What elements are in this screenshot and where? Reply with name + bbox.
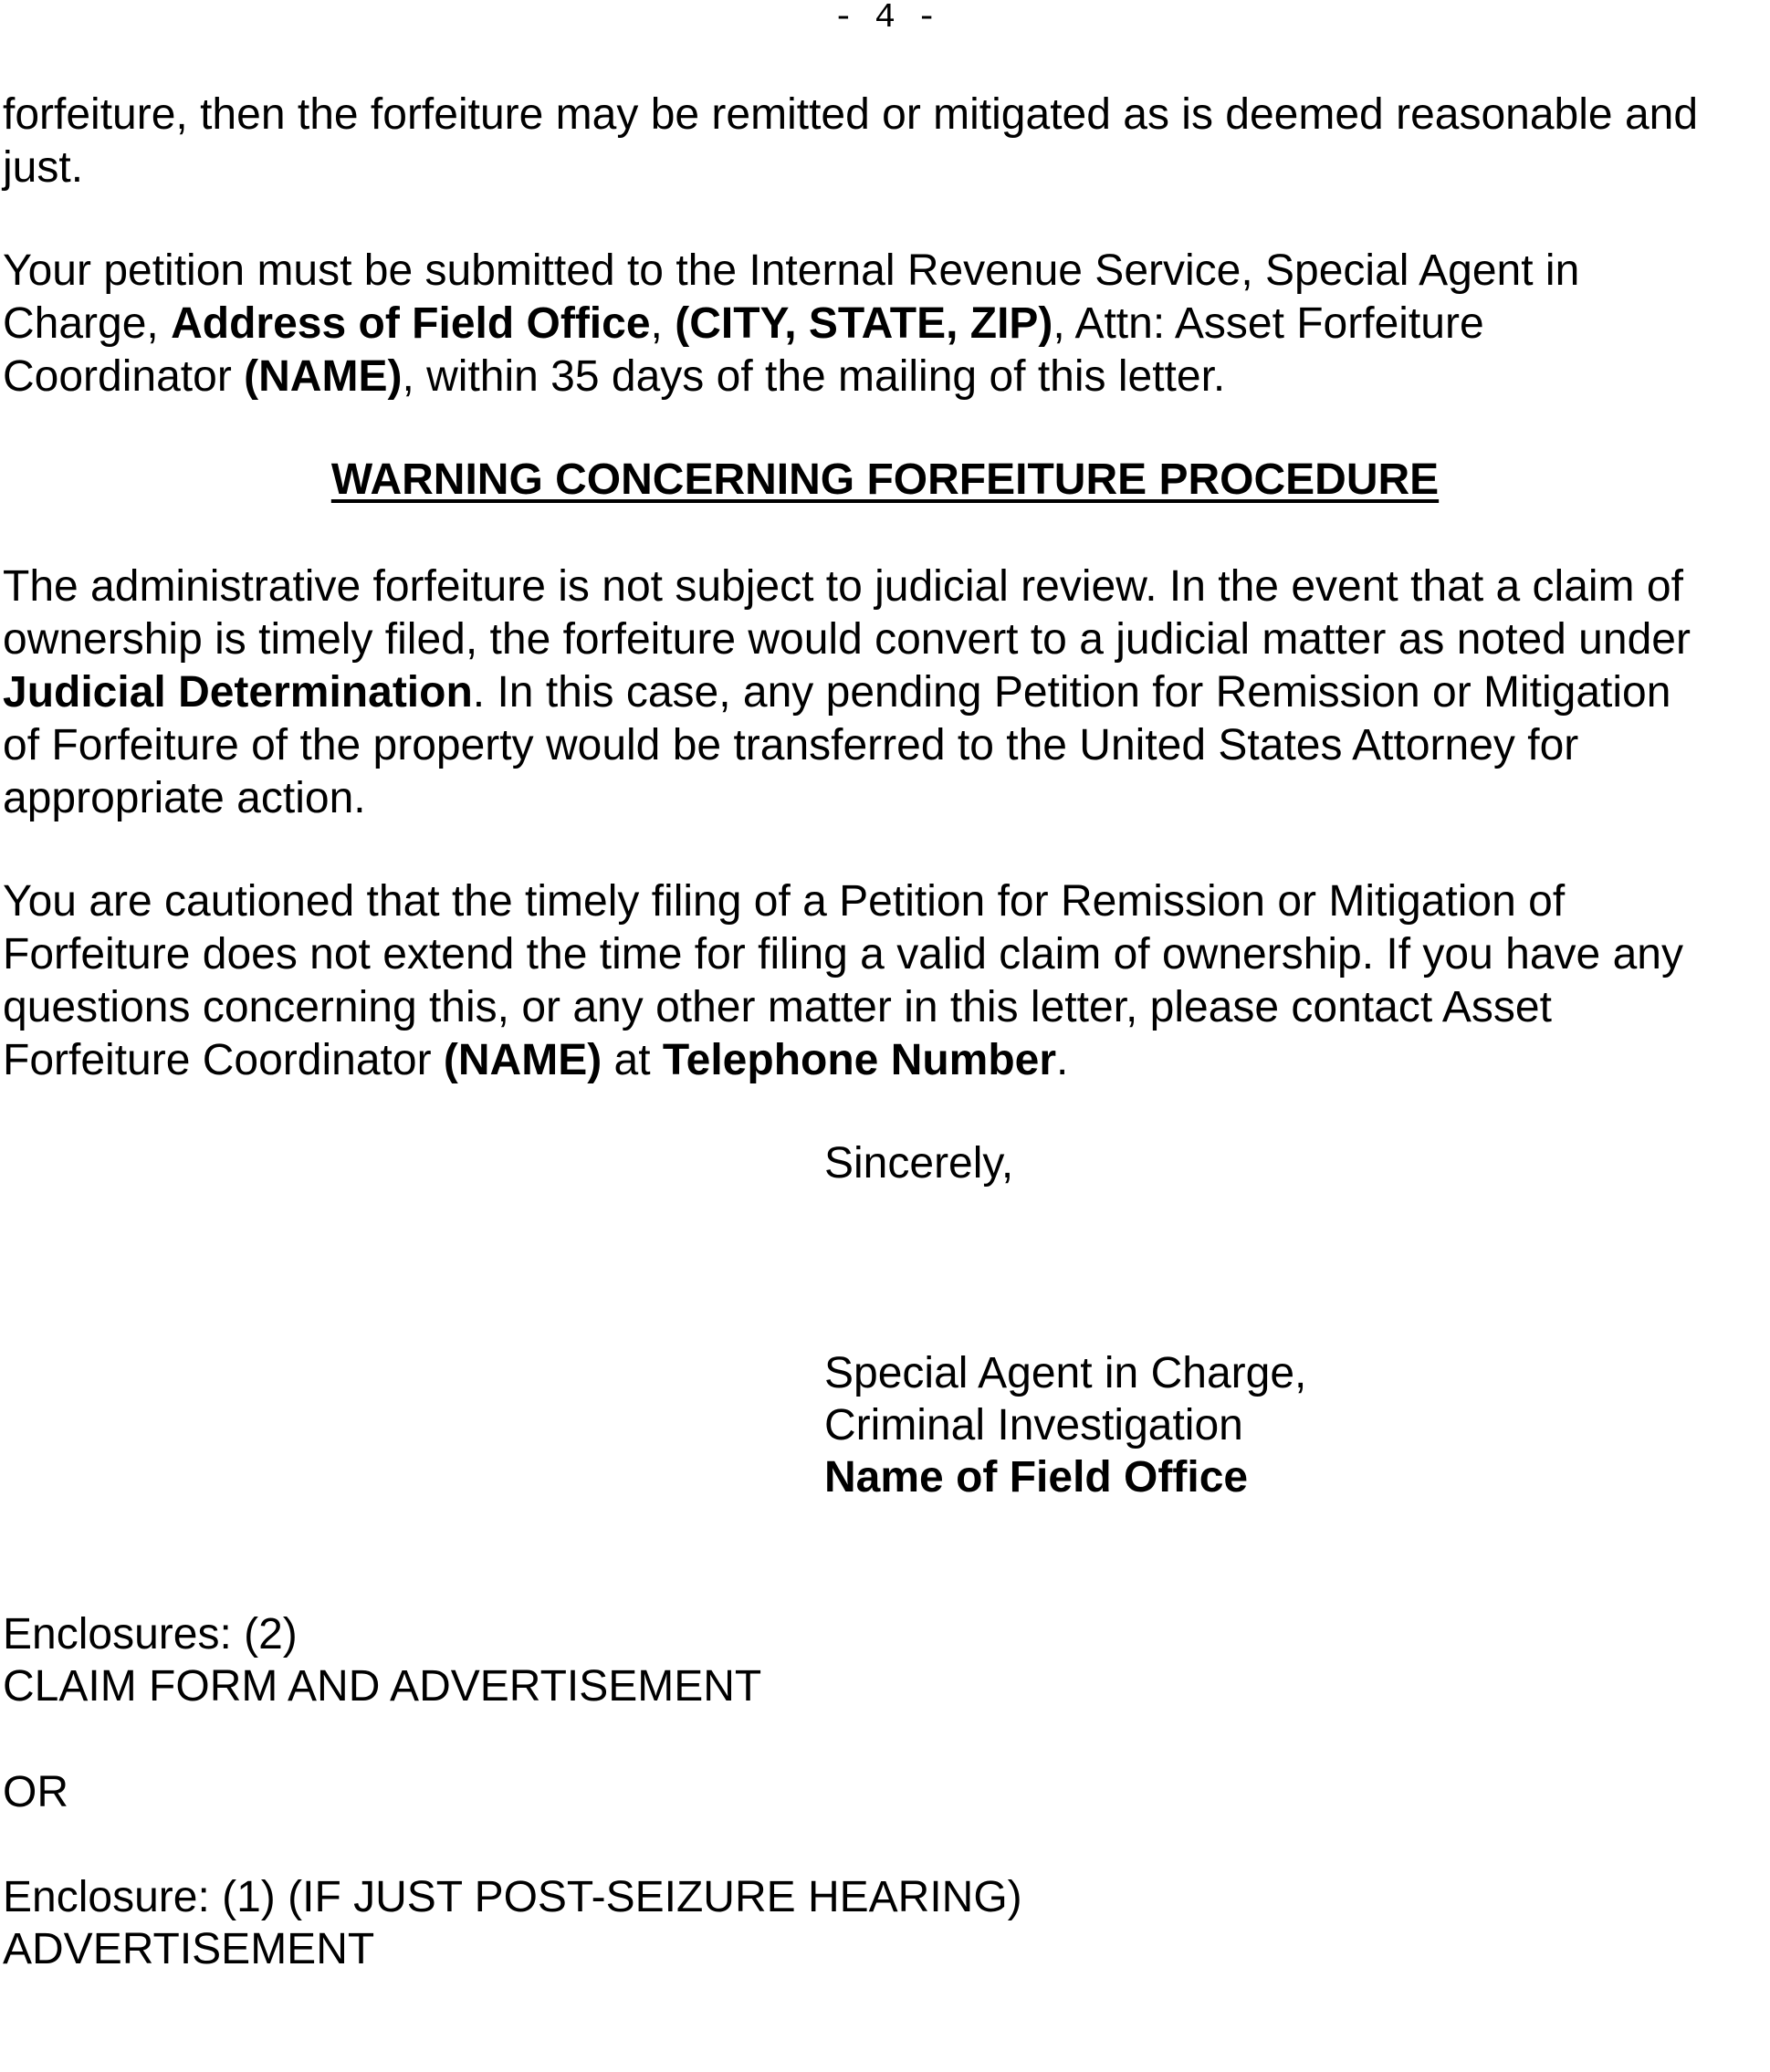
signature-title: Special Agent in Charge, (824, 1349, 1307, 1397)
text-line: You are cautioned that the timely filing of a Petition for Remission or Mitigation of (3, 877, 1566, 926)
text-line: questions concerning this, or any other matter in this letter, please contact Asset (3, 983, 1552, 1031)
telephone-number-placeholder: Telephone Number (662, 1036, 1057, 1084)
paragraph-warning (3, 560, 1766, 825)
closing: Sincerely, (824, 1139, 1014, 1188)
text-line: Your petition must be submitted to the Internal Revenue Service, Special Agent in (3, 246, 1580, 295)
enclosures-count: Enclosures: (2) (3, 1610, 298, 1659)
text-span: , Attn: Asset Forfeiture (1053, 299, 1484, 348)
paragraph-petition-submission (3, 245, 1766, 403)
enclosures-or: OR (3, 1768, 68, 1816)
enclosure-alt-list: ADVERTISEMENT (3, 1925, 375, 1973)
text-span: Forfeiture Coordinator (3, 1036, 444, 1084)
text-span: Coordinator (3, 352, 245, 401)
text-line (3, 1034, 1766, 1087)
signature-office-placeholder: Name of Field Office (824, 1453, 1249, 1502)
text-line: The administrative forfeiture is not subject to judicial review. In the event that a claim of (3, 562, 1683, 611)
text-line (3, 666, 1766, 719)
city-state-zip-placeholder: (CITY, STATE, ZIP) (675, 299, 1053, 348)
text-line (3, 351, 1766, 403)
section-heading-text: WARNING CONCERNING FORFEITURE PROCEDURE (330, 455, 1440, 504)
enclosures-list: CLAIM FORM AND ADVERTISEMENT (3, 1662, 762, 1711)
text-span: at (602, 1036, 663, 1084)
signature-block (824, 1347, 1306, 1503)
section-heading (0, 454, 1770, 507)
enclosure-alt-count: Enclosure: (1) (IF JUST POST-SEIZURE HEARING) (3, 1873, 1022, 1921)
judicial-determination-reference: Judicial Determination (3, 668, 473, 717)
text-span: . In this case, any pending Petition for Remission or Mitigation (472, 668, 1671, 717)
coordinator-name-placeholder: (NAME) (443, 1036, 602, 1084)
field-office-address-placeholder: Address of Field Office (171, 299, 651, 348)
coordinator-name-placeholder: (NAME) (244, 352, 403, 401)
signature-division: Criminal Investigation (824, 1401, 1243, 1449)
enclosures-block (3, 1608, 761, 1712)
paragraph-caution (3, 875, 1766, 1087)
text-span: , within 35 days of the mailing of this letter. (402, 352, 1226, 401)
text-line: of Forfeiture of the property would be transferred to the United States Attorney for (3, 721, 1579, 769)
text-line: just. (3, 143, 84, 192)
text-span: . (1056, 1036, 1069, 1084)
text-line (3, 298, 1766, 351)
enclosure-alternative (3, 1871, 1022, 1975)
text-line: forfeiture, then the forfeiture may be remitted or mitigated as is deemed reasonable and (3, 90, 1699, 139)
paragraph-continuation (3, 89, 1766, 194)
text-line: appropriate action. (3, 774, 366, 822)
text-span: , (650, 299, 676, 348)
text-span: Charge, (3, 299, 172, 348)
page-number: - 4 - (833, 0, 937, 37)
text-line: ownership is timely filed, the forfeiture would convert to a judicial matter as noted under (3, 615, 1691, 664)
text-line: Forfeiture does not extend the time for filing a valid claim of ownership. If you have any (3, 930, 1683, 978)
